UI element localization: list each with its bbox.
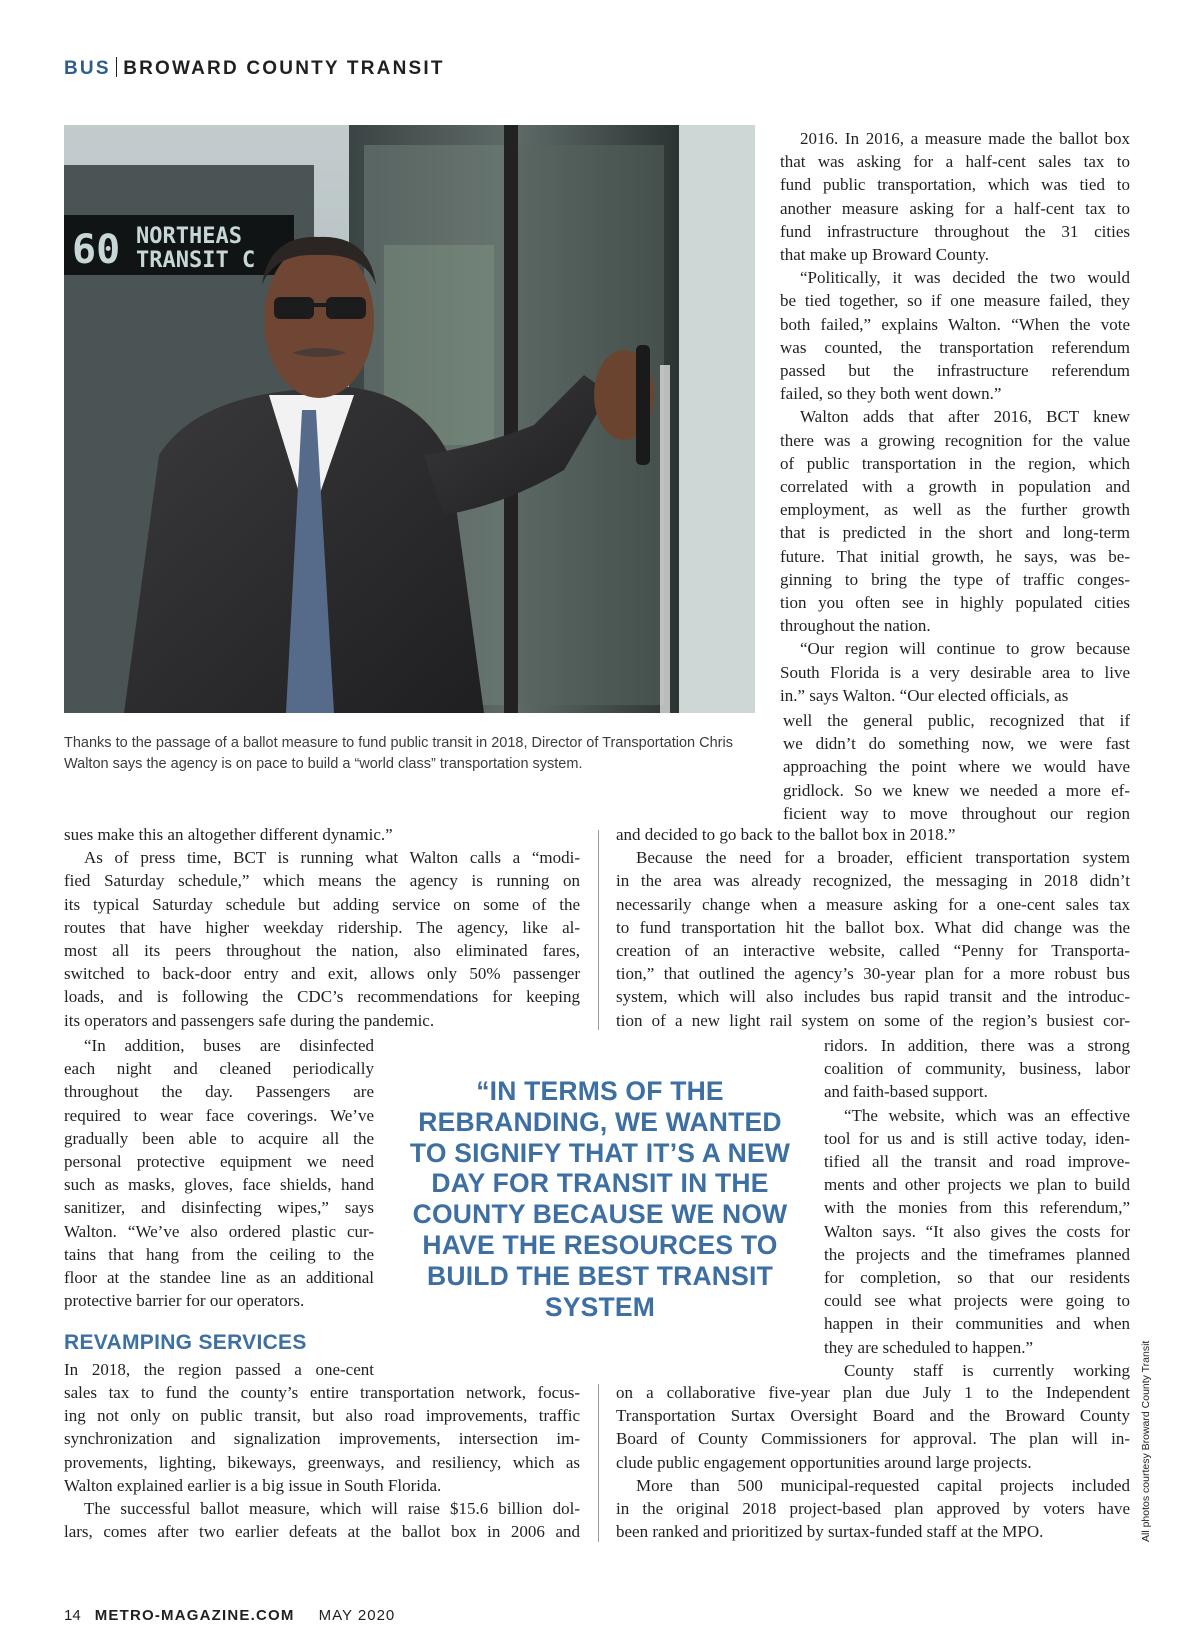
text-line: system, which will also includes bus rapid transit and the introduc- bbox=[616, 987, 1130, 1007]
text-line: and decided to go back to the ballot box in 2018.” bbox=[616, 825, 956, 844]
text-line: employment, as well as the further growth bbox=[780, 500, 1130, 520]
sign-route: 60 bbox=[72, 227, 121, 273]
text-line: Walton. “We’ve also ordered plastic cur- bbox=[64, 1221, 374, 1241]
text-line: protective barrier for our operators. bbox=[64, 1291, 305, 1311]
text-line: they are scheduled to happen.” bbox=[824, 1337, 1034, 1357]
photo-credit: All photos courtesy Broward County Transit bbox=[1140, 1340, 1152, 1542]
text-line: correlated with a growth in population and bbox=[780, 477, 1130, 497]
text-line: to fund transportation hit the ballot box. What did change was the bbox=[616, 917, 1130, 937]
text-line: sales tax to fund the county’s entire transportation network, focus- bbox=[64, 1383, 580, 1402]
text-line: Walton says. “It also gives the costs for bbox=[824, 1221, 1130, 1241]
text-line: approaching the point where we would have bbox=[783, 757, 1130, 777]
text-line: Walton explained earlier is a big issue in South Florida. bbox=[64, 1475, 442, 1495]
text-line: in the original 2018 project-based plan approved by voters have bbox=[616, 1499, 1130, 1519]
text-line: the projects and the timeframes planned bbox=[824, 1244, 1130, 1264]
body-column-right-wrap bbox=[783, 709, 1130, 825]
text-line: County staff is currently working bbox=[844, 1360, 1130, 1380]
text-line: “In addition, buses are disinfected bbox=[84, 1036, 374, 1055]
text-line: fund infrastructure throughout the 31 cities bbox=[780, 221, 1130, 241]
text-line: with the monies from this referendum,” bbox=[824, 1198, 1130, 1218]
text-line: another measure asking for a half-cent tax to bbox=[780, 198, 1130, 218]
text-line: for completion, so that our residents bbox=[824, 1268, 1130, 1288]
text-line: future. That initial growth, he says, was be- bbox=[780, 546, 1130, 566]
grab-handle bbox=[636, 345, 650, 465]
text-line: tion,” that outlined the agency’s 30-year plan for a more robust bus bbox=[616, 964, 1130, 984]
text-line: tool for us and is still active today, iden- bbox=[824, 1128, 1130, 1148]
text-line: and faith-based support. bbox=[824, 1082, 988, 1102]
text-line: synchronization and signalization improvements, intersection im- bbox=[64, 1429, 580, 1449]
text-line: its operators and passengers safe during the pandemic. bbox=[64, 1010, 435, 1030]
text-line: gradually been able to acquire all the bbox=[64, 1128, 374, 1148]
text-line: loads, and is following the CDC’s recommendations for keeping bbox=[64, 987, 580, 1007]
text-line: required to wear face coverings. We’ve bbox=[64, 1105, 374, 1125]
text-line: well the general public, recognized that if bbox=[783, 711, 1130, 730]
text-line: sues make this an altogether different dynamic.” bbox=[64, 825, 393, 844]
page-footer bbox=[64, 1607, 395, 1624]
text-line: in.” says Walton. “Our elected officials, as bbox=[780, 685, 1069, 705]
sign-line1: NORTHEAS bbox=[136, 224, 242, 249]
text-line: there was a growing recognition for the value bbox=[780, 430, 1130, 450]
section-subhead: REVAMPING SERVICES bbox=[64, 1331, 307, 1354]
sign-line2: TRANSIT C bbox=[136, 248, 256, 273]
text-line: failed, so they both went down.” bbox=[780, 384, 1002, 404]
text-line: in the area was already recognized, the messaging in 2018 didn’t bbox=[616, 871, 1130, 891]
text-line: be tied together, so if one measure failed, they bbox=[780, 291, 1130, 311]
text-line: “The website, which was an effective bbox=[844, 1105, 1130, 1125]
column-rule-upper bbox=[598, 830, 599, 1030]
text-line: that was asking for a half-cent sales tax to bbox=[780, 152, 1130, 172]
text-line: tion of a new light rail system on some of the region’s busiest cor- bbox=[616, 1010, 1130, 1030]
text-line: The successful ballot measure, which will raise $15.6 billion dol- bbox=[84, 1499, 580, 1519]
text-line: Because the need for a broader, efficient transportation system bbox=[636, 848, 1130, 868]
text-line: we didn’t do something now, we were fast bbox=[783, 734, 1130, 754]
text-line: gridlock. So we knew we needed a more ef- bbox=[783, 780, 1130, 800]
text-line: such as masks, gloves, face shields, hand bbox=[64, 1175, 374, 1195]
text-line: that make up Broward County. bbox=[780, 245, 989, 265]
body-column-right-lower bbox=[616, 1381, 1130, 1543]
feature-photo bbox=[64, 125, 755, 713]
text-line: necessarily change when a measure asking for a one-cent sales tax bbox=[616, 894, 1130, 914]
text-line: fied Saturday schedule,” which means the agency is running on bbox=[64, 871, 580, 891]
text-line: lars, comes after two earlier defeats at the ballot box in 2006 and bbox=[64, 1522, 580, 1542]
text-line: that is predicted in the short and long-term bbox=[780, 523, 1130, 543]
text-line: ments and other projects we plan to build bbox=[824, 1175, 1130, 1195]
text-line: on a collaborative five-year plan due July 1 to the Independent bbox=[616, 1383, 1130, 1402]
text-line: most all its peers throughout the nation, also eliminated fares, bbox=[64, 941, 580, 961]
text-line: its typical Saturday schedule but adding service on some of the bbox=[64, 894, 580, 914]
text-line: tified all the transit and road improve- bbox=[824, 1152, 1130, 1172]
text-line: tion you often see in highly populated cities bbox=[780, 593, 1130, 613]
column-rule-lower bbox=[598, 1384, 599, 1542]
page-number: 14 bbox=[64, 1607, 81, 1624]
text-line: happen in their communities and when bbox=[824, 1314, 1130, 1334]
pull-quote: “IN TERMS OF THE REBRANDING, WE WANTED TO SIGNIFY THAT IT’S A NEW DAY FOR TRANSIT IN THE COUNTY BECAUSE WE NOW HAVE THE RESOURCES TO BUILD THE BEST TRANSIT SYSTEM bbox=[409, 1076, 791, 1322]
text-line: switched to back-door entry and exit, allows only 50% passenger bbox=[64, 964, 580, 984]
text-line: 2016. In 2016, a measure made the ballot box bbox=[800, 129, 1130, 148]
running-header bbox=[64, 57, 445, 80]
text-line: ginning to bring the type of traffic conges- bbox=[780, 569, 1130, 589]
text-line: floor at the standee line as an additional bbox=[64, 1268, 374, 1288]
text-line: was counted, the transportation referendum bbox=[780, 337, 1130, 357]
footer-site: METRO-MAGAZINE.COM bbox=[94, 1607, 295, 1624]
body-column-right-narrow bbox=[824, 1034, 1130, 1382]
text-line: both failed,” explains Walton. “When the vote bbox=[780, 314, 1130, 334]
text-line: “Our region will continue to grow because bbox=[800, 639, 1130, 659]
subhead-first-line: In 2018, the region passed a one-cent bbox=[64, 1360, 374, 1379]
body-column-left-narrow bbox=[64, 1034, 374, 1312]
body-column-right-top bbox=[780, 127, 1130, 707]
body-column-right-upper bbox=[616, 823, 1130, 1032]
text-line: of public transportation in the region, which bbox=[780, 453, 1130, 473]
text-line: Board of County Commissioners for approval. The plan will in- bbox=[616, 1429, 1130, 1449]
text-line: could see what projects were going to bbox=[824, 1291, 1130, 1311]
text-line: routes that have higher weekday ridership. The agency, like al- bbox=[64, 917, 580, 937]
photo-caption: Thanks to the passage of a ballot measure to fund public transit in 2018, Director of Transportation Chris Walton says the agency is on pace to build a “world class” transportation system. bbox=[64, 735, 733, 772]
face bbox=[264, 242, 374, 398]
body-column-left-lower bbox=[64, 1381, 580, 1543]
text-line: throughout the nation. bbox=[780, 616, 931, 636]
text-line: clude public engagement opportunities around large projects. bbox=[616, 1452, 1032, 1472]
text-line: creation of an interactive website, called “Penny for Transporta- bbox=[616, 941, 1130, 961]
text-line: personal protective equipment we need bbox=[64, 1152, 374, 1172]
text-line: ing not only on public transit, but also road improvements, traffic bbox=[64, 1406, 580, 1426]
header-title: BROWARD COUNTY TRANSIT bbox=[123, 58, 445, 79]
body-column-left-upper bbox=[64, 823, 580, 1032]
text-line: Walton adds that after 2016, BCT knew bbox=[800, 407, 1130, 427]
text-line: been ranked and prioritized by surtax-funded staff at the MPO. bbox=[616, 1522, 1044, 1542]
text-line: provements, lighting, bikeways, greenways, and resiliency, which as bbox=[64, 1452, 580, 1472]
text-line: each night and cleaned periodically bbox=[64, 1059, 374, 1079]
footer-date: MAY 2020 bbox=[318, 1607, 396, 1624]
text-line: passed but the infrastructure referendum bbox=[780, 361, 1130, 381]
text-line: ridors. In addition, there was a strong bbox=[824, 1036, 1130, 1055]
header-divider bbox=[116, 57, 118, 77]
photo-illustration bbox=[64, 125, 755, 713]
text-line: sanitizer, and disinfecting wipes,” says bbox=[64, 1198, 374, 1218]
text-line: ficient way to move throughout our region bbox=[783, 803, 1130, 823]
text-line: As of press time, BCT is running what Walton calls a “modi- bbox=[84, 848, 580, 868]
text-line: fund public transportation, which was tied to bbox=[780, 175, 1130, 195]
text-line: South Florida is a very desirable area to live bbox=[780, 662, 1130, 682]
section-label: BUS bbox=[64, 58, 111, 79]
text-line: tains that hang from the ceiling to the bbox=[64, 1244, 374, 1264]
text-line: “Politically, it was decided the two would bbox=[800, 268, 1130, 288]
text-line: coalition of community, business, labor bbox=[824, 1059, 1130, 1079]
text-line: Transportation Surtax Oversight Board and the Broward County bbox=[616, 1406, 1130, 1426]
text-line: throughout the day. Passengers are bbox=[64, 1082, 374, 1102]
text-line: More than 500 municipal-requested capital projects included bbox=[636, 1475, 1130, 1495]
